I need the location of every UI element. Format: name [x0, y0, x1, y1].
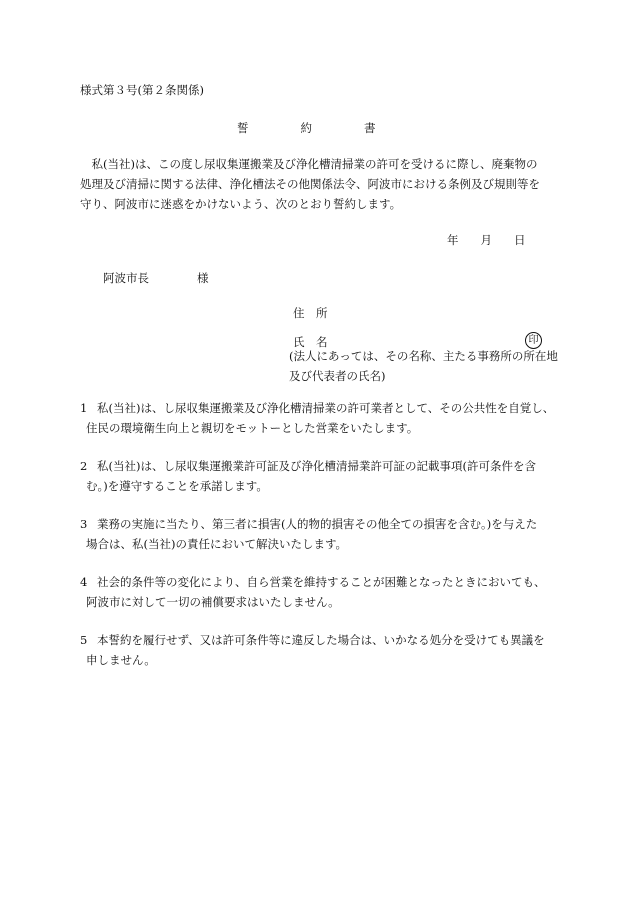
addressee — [103, 268, 209, 288]
intro-line: 私(当社)は、この度し尿収集運搬業及び浄化槽清掃業の許可を受けるに際し、廃棄物の — [80, 157, 538, 171]
pledge-item-number: 2 — [80, 459, 88, 473]
date-month-label: 月 — [480, 233, 492, 247]
pledge-item-line: 住民の環境衛生向上と親切をモットーとした営業をいたします。 — [86, 421, 419, 435]
pledge-item — [80, 398, 560, 438]
pledge-item — [80, 514, 560, 554]
pledge-item-number: 4 — [80, 575, 88, 589]
pledge-item-line: 社会的条件等の変化により、自ら営業を維持することが困難となったときにおいても、 — [97, 575, 546, 589]
pledge-item-line: 本誓約を履行せず、又は許可条件等に違反した場合は、いかなる処分を受けても異議を — [97, 633, 545, 647]
pledge-item-line: む。)を遵守することを承諾します。 — [86, 479, 268, 493]
title-char-3: 書 — [364, 121, 376, 135]
title-char-1: 誓 — [237, 121, 249, 135]
pledge-item — [80, 572, 560, 612]
pledge-item — [80, 456, 560, 496]
pledge-item-number: 5 — [80, 633, 88, 647]
pledge-item-line: 業務の実施に当たり、第三者に損害(人的物的損害その他全ての損害を含む。)を与えた — [97, 517, 538, 531]
intro-line: 守り、阿波市に迷惑をかけないよう、次のとおり誓約します。 — [80, 197, 402, 211]
pledge-items — [80, 398, 560, 688]
pledge-item-line: 場合は、私(当社)の責任において解決いたします。 — [86, 537, 348, 551]
document-title — [237, 118, 376, 138]
pledge-item-line: 私(当社)は、し尿収集運搬業及び浄化槽清掃業の許可業者として、その公共性を自覚し、 — [97, 401, 555, 415]
pledge-item — [80, 630, 560, 670]
date-line — [447, 230, 526, 250]
pledge-item-number: 1 — [80, 401, 88, 415]
seal-mark: 印 — [525, 332, 542, 349]
pledge-item-line: 申しません。 — [86, 653, 156, 667]
intro-paragraph — [80, 154, 555, 214]
title-char-2: 約 — [300, 121, 312, 135]
addressee-honorific: 様 — [197, 271, 209, 285]
intro-line: 処理及び清掃に関する法律、浄化槽法その他関係法令、阿波市における条例及び規則等を — [80, 177, 540, 191]
form-number-label: 様式第３号(第２条関係) — [80, 83, 204, 97]
corporate-note: (法人にあっては、その名称、主たる事務所の所在地及び代表者の氏名) — [289, 349, 558, 383]
date-day-label: 日 — [514, 233, 526, 247]
pledge-item-number: 3 — [80, 517, 88, 531]
pledge-item-line: 阿波市に対して一切の補償要求はいたしません。 — [86, 595, 340, 609]
addressee-name: 阿波市長 — [103, 271, 149, 285]
pledge-item-line: 私(当社)は、し尿収集運搬業許可証及び浄化槽清掃業許可証の記載事項(許可条件を含 — [97, 459, 536, 473]
address-label: 住 所 — [293, 306, 328, 320]
name-label: 氏 名 — [293, 335, 328, 349]
date-year-label: 年 — [447, 233, 459, 247]
